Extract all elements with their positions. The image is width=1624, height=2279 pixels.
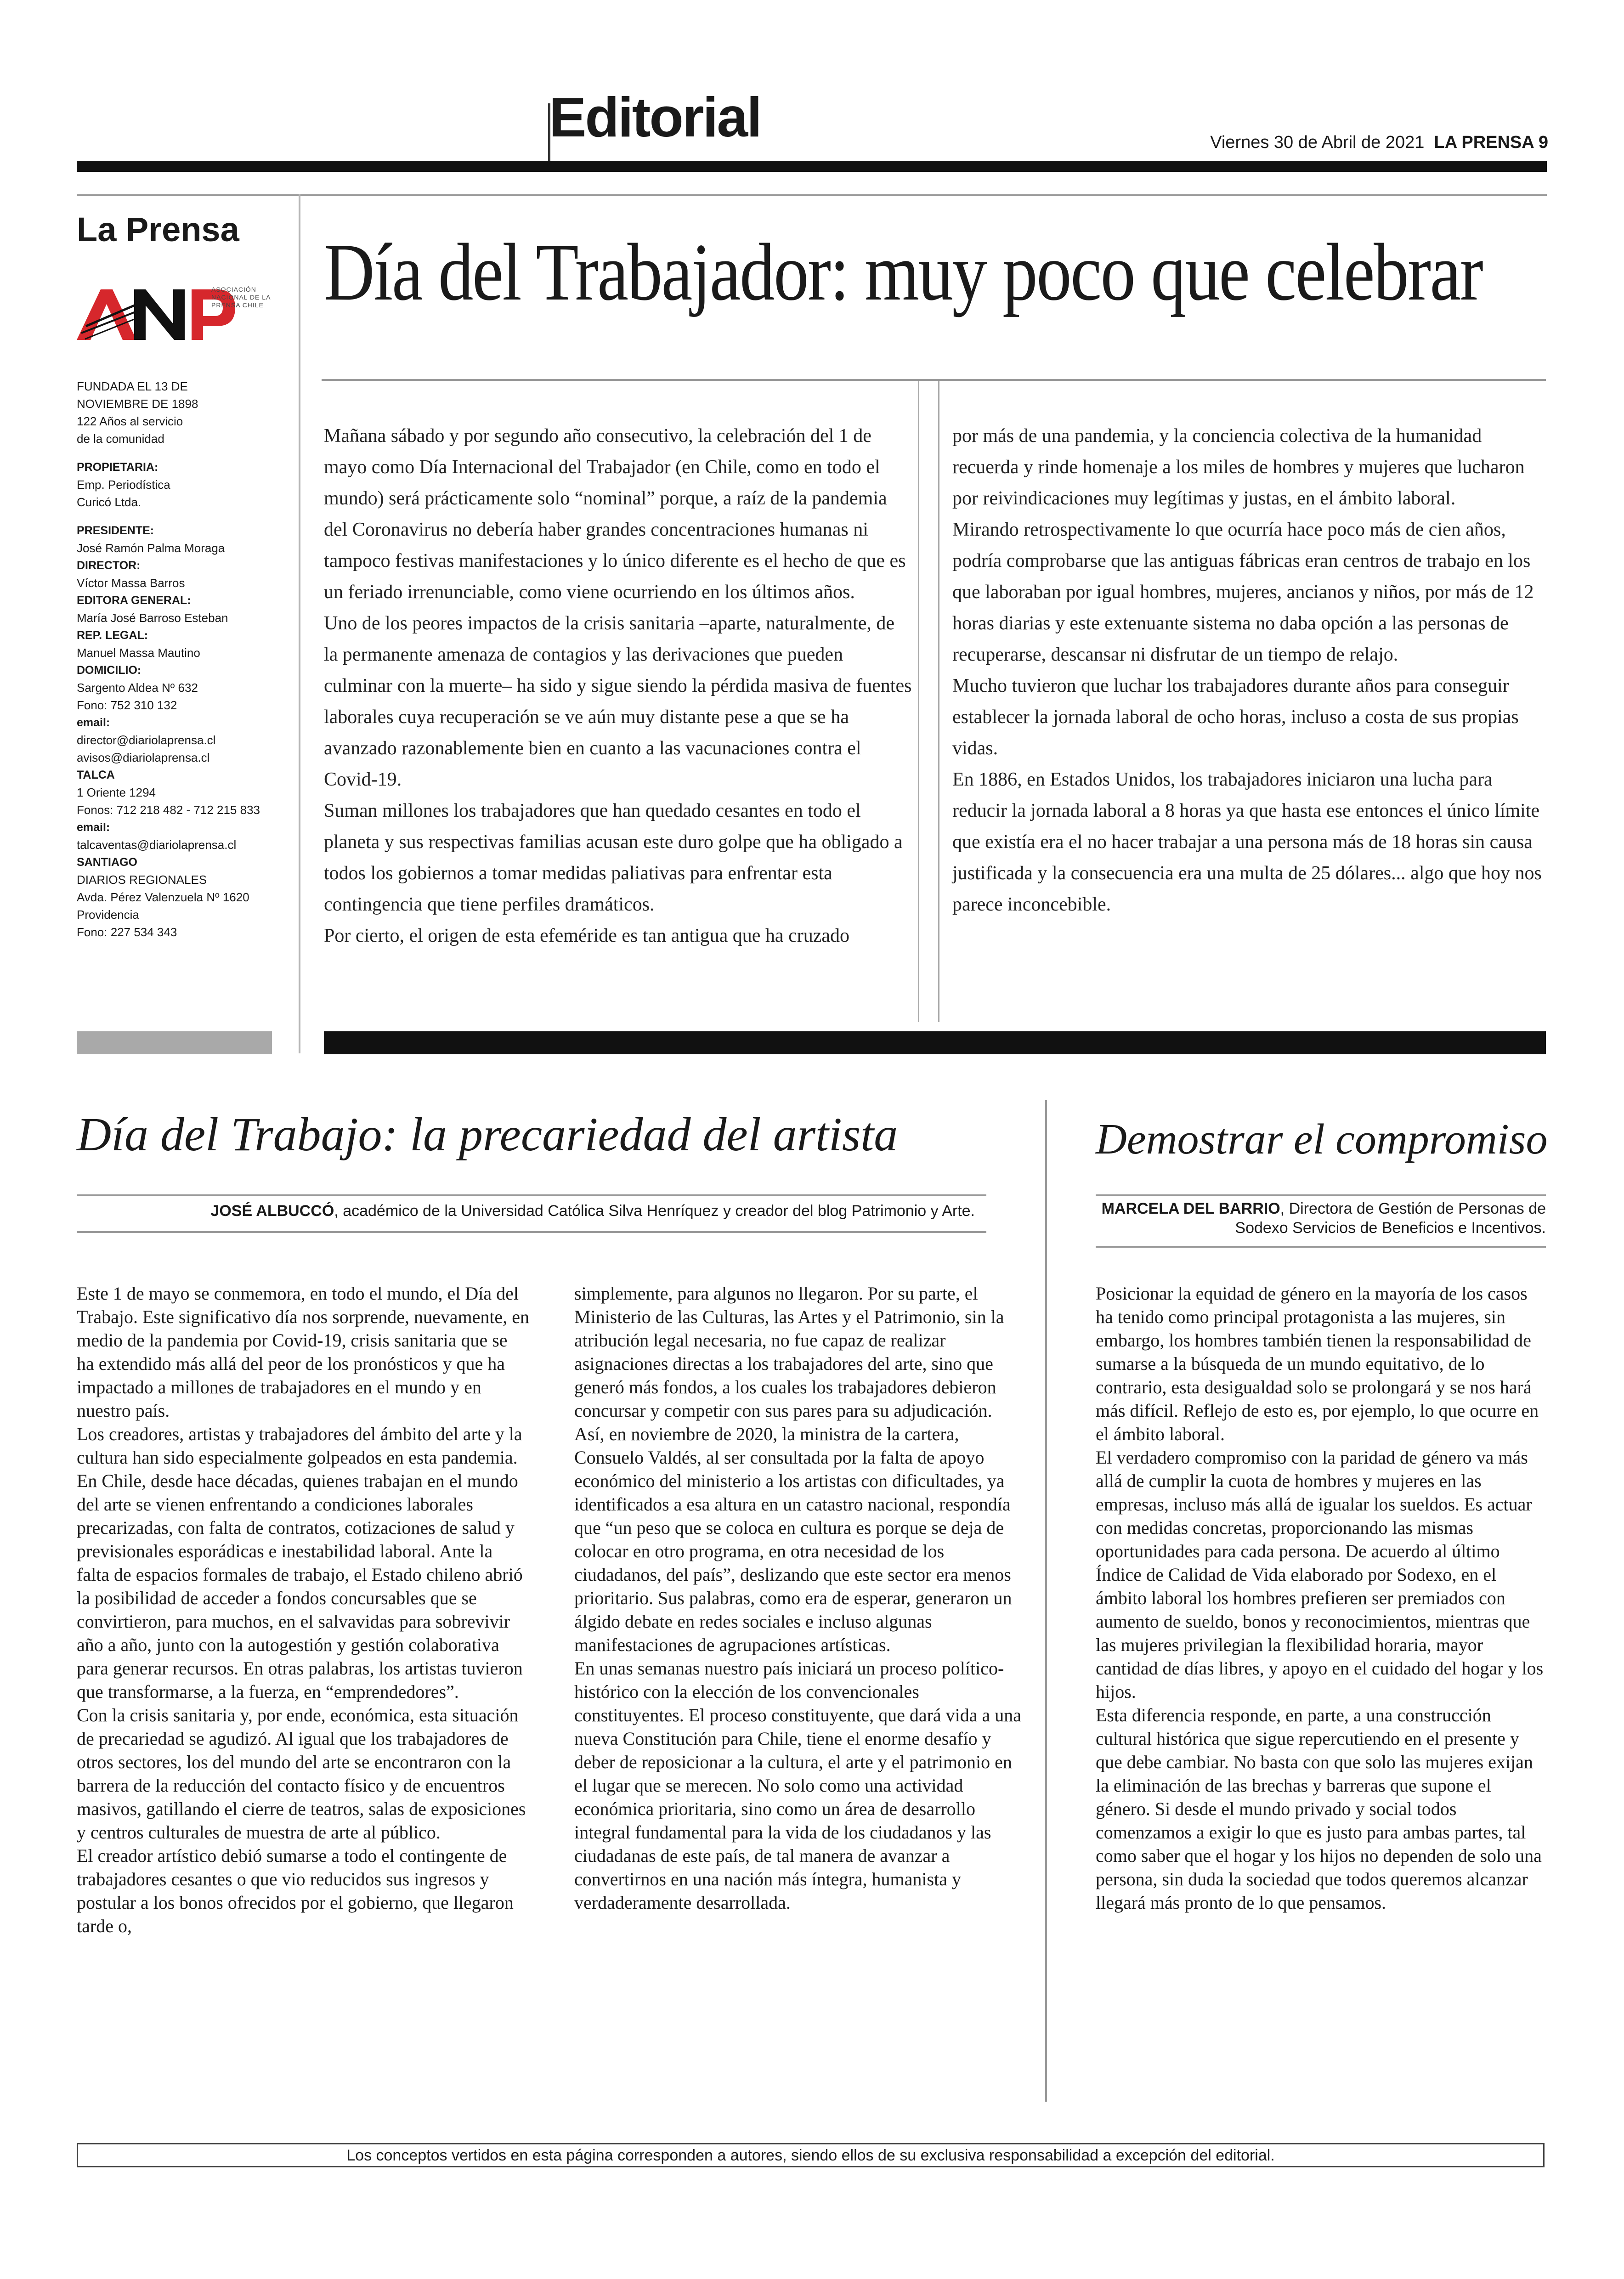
article-paragraph: En unas semanas nuestro país iniciará un proceso político-histórico con la elección de los convencionales constituyentes. El proceso constituyente, que dará vida a una nueva Constitución para Chile, tiene el enorme desafío y deber de reposicionar a la cultura, el arte y el patrimonio en el lugar que se merecen. No solo como una actividad económica prioritaria, sino como un área de desarrollo integral fundamental para la vida de los ciudadanos y las ciudadanas de este país, de tal manera de avanzar a convertirnos en una nación más íntegra, humanista y verdaderamente desarrollada. (574, 1658, 1022, 1913)
talca-line: 1 Oriente 1294 (77, 786, 156, 799)
author-description: , Directora de Gestión de Personas de Sodexo Servicios de Beneficios e Incentivos. (1235, 1200, 1546, 1237)
masthead: La Prensa (77, 210, 239, 249)
editorial-paragraph: Mañana sábado y por segundo año consecutivo, la celebración del 1 de mayo como Día Internacional del Trabajador (en Chile, como en todo el mundo) será prácticamente solo “nominal” porque, a raíz de la pandemia del Coronavirus no debería haber grandes concentraciones humanas ni tampoco festivas manifestaciones y lo único diferente es el hecho de que es un feriado irrenunciable, como viene ocurriendo en los últimos años. (324, 425, 906, 603)
editorial-paragraph: por más de una pandemia, y la conciencia colectiva de la humanidad recuerda y rinde homenaje a los miles de hombres y mujeres que lucharon por reivindicaciones muy legítimas y justas, en el ámbito laboral. (952, 425, 1525, 509)
header-bar (77, 161, 1547, 172)
domicilio-line: Sargento Aldea Nº 632 (77, 681, 198, 695)
domicilio-label: DOMICILIO: (77, 664, 141, 677)
email-link[interactable]: talcaventas@diariolaprensa.cl (77, 838, 237, 852)
byline-rule (1096, 1246, 1546, 1248)
rep-legal-name: Manuel Massa Mautino (77, 646, 200, 660)
editorial-column-2 (952, 420, 1547, 920)
rep-legal-label: REP. LEGAL: (77, 629, 148, 642)
article-paragraph: Con la crisis sanitaria y, por ende, económica, esta situación de precariedad se agudizó. Al igual que los trabajadores de otros sectores, los del mundo del arte se encontraron con la barrera de la reducción del contacto físico y de encuentros masivos, gatillando el cierre de teatros, salas de exposiciones y centros culturales de muestra de arte al público. (77, 1705, 526, 1843)
talca-line: Fonos: 712 218 482 - 712 215 833 (77, 803, 260, 817)
article-2-byline (1096, 1199, 1546, 1238)
editorial-rule (322, 379, 1546, 381)
editora-label: EDITORA GENERAL: (77, 594, 191, 607)
author-name: MARCELA DEL BARRIO (1101, 1200, 1280, 1217)
presidente-label: PRESIDENTE: (77, 524, 154, 537)
anp-logo-text: ASOCIACIÓN NACIONAL DE LA PRENSA CHILE (211, 286, 271, 309)
propietaria-line: Curicó Ltda. (77, 495, 141, 509)
byline-rule (1096, 1194, 1546, 1196)
article-1-column-1 (77, 1282, 529, 1938)
founded-line: de la comunidad (77, 432, 164, 446)
header-rule (77, 194, 1547, 196)
article-paragraph: El verdadero compromiso con la paridad de género va más allá de cumplir la cuota de hombres y mujeres en las empresas, incluso más allá de igualar los sueldos. Es actuar con medidas concretas, proporcionando las mismas oportunidades para cada persona. De acuerdo al último Índice de Calidad de Vida elaborado por Sodexo, en el ámbito laboral los hombres prefieren ser premiados con aumento de sueldo, bonos y reconocimientos, mientras que las mujeres privilegian la flexibilidad horaria, mayor cantidad de días libres, y apoyo en el cuidado del hogar y los hijos. (1096, 1447, 1544, 1702)
sidebar-divider (299, 194, 300, 1053)
author-name: JOSÉ ALBUCCÓ (210, 1202, 334, 1220)
article-paragraph: El creador artístico debió sumarse a todo el contingente de trabajadores cesantes o que vio reducidos sus ingresos y postular a los bonos ofrecidos por el gobierno, que llegaron tarde o, (77, 1845, 514, 1936)
editorial-paragraph: Mucho tuvieron que luchar los trabajadores durante años para conseguir establecer la jornada laboral de ocho horas, incluso a costa de sus propias vidas. (952, 675, 1519, 759)
presidente-name: José Ramón Palma Moraga (77, 541, 225, 555)
email-label: email: (77, 821, 110, 834)
anp-logo-n-shape (134, 289, 185, 340)
editorial-title: Día del Trabajador: muy poco que celebrar (324, 226, 1483, 317)
editorial-paragraph: Mirando retrospectivamente lo que ocurría hace poco más de cien años, podría comprobarse que las antiguas fábricas eran centros de trabajo en los que laboraban por igual hombres, mujeres, ancianos y niños, por más de 12 horas diarias y este extenuante sistema no daba opción a las personas de recuperarse, descansar ni disfrutar de un tiempo de relajo. (952, 519, 1534, 665)
section-bar (324, 1031, 1546, 1054)
column-divider (918, 381, 919, 1022)
propietaria-line: Emp. Periodística (77, 478, 170, 492)
article-2-column (1096, 1282, 1546, 1914)
issue-date: Viernes 30 de Abril de 2021 (1210, 133, 1425, 152)
santiago-label: SANTIAGO (77, 856, 137, 869)
santiago-line: Fono: 227 534 343 (77, 925, 177, 939)
page-number: LA PRENSA 9 (1434, 133, 1548, 152)
santiago-line: Providencia (77, 908, 139, 922)
email-link[interactable]: avisos@diariolaprensa.cl (77, 751, 210, 764)
director-name: Víctor Massa Barros (77, 576, 185, 590)
article-1-byline (77, 1201, 975, 1221)
email-link[interactable]: director@diariolaprensa.cl (77, 733, 216, 747)
article-paragraph: Así, en noviembre de 2020, la ministra de la cartera, Consuelo Valdés, al ser consultada por la falta de apoyo económico del ministerio a los artistas con dificultades, ya identificados a esa altura en un catastro nacional, respondía que “un peso que se coloca en cultura es porque se deja de colocar en otro programa, en otra necesidad de los ciudadanos, del país”, deslizando que este sector era menos prioritario. Sus palabras, como era de esperar, generaron un álgido debate en redes sociales e incluso algunas manifestaciones de agrupaciones artísticas. (574, 1424, 1012, 1655)
header-date (1194, 132, 1548, 153)
santiago-line: Avda. Pérez Valenzuela Nº 1620 (77, 890, 249, 904)
email-label: email: (77, 716, 110, 729)
staff-box (77, 378, 283, 941)
article-1-title: Día del Trabajo: la precariedad del artista (77, 1108, 898, 1161)
editora-name: María José Barroso Esteban (77, 611, 228, 625)
editorial-paragraph: En 1886, en Estados Unidos, los trabajadores iniciaron una lucha para reducir la jornada laboral a 8 horas ya que hasta ese entonces el único límite que existía era el no hacer trabajar a una persona más de 18 horas sin causa justificada y la consecuencia era una multa de 25 dólares... algo que hoy nos parece inconcebible. (952, 769, 1542, 915)
founded-line: 122 Años al servicio (77, 414, 183, 428)
talca-label: TALCA (77, 769, 115, 781)
author-description: , académico de la Universidad Católica Silva Henríquez y creador del blog Patrimonio y Arte. (334, 1202, 975, 1220)
disclaimer-text: Los conceptos vertidos en esta página corresponden a autores, siendo ellos de su exclusiva responsabilidad a excepción del editorial. (346, 2147, 1275, 2164)
section-title: Editorial (549, 86, 761, 148)
founded-line: FUNDADA EL 13 DE (77, 379, 188, 393)
article-paragraph: Esta diferencia responde, en parte, a una construcción cultural histórica que sigue repercutiendo en el presente y que debe cambiar. No basta con que solo las mujeres exijan la eliminación de las brechas y barreras que supone el género. Si desde el mundo privado y social todos comenzamos a exigir lo que es justo para ambas partes, tal como saber que el hogar y los hijos no dependen de solo una persona, sin duda la sociedad que todos queremos alcanzar llegará más pronto de lo que pensamos. (1096, 1705, 1542, 1913)
article-divider (1045, 1100, 1047, 2102)
article-paragraph: simplemente, para algunos no llegaron. Por su parte, el Ministerio de las Culturas, las Artes y el Patrimonio, sin la atribución legal necesaria, no fue capaz de realizar asignaciones directas a los trabajadores del arte, sino que generó más fondos, a los cuales los trabajadores debieron concursar y competir con sus pares para su adjudicación. (574, 1283, 1004, 1421)
editorial-paragraph: Por cierto, el origen de esta efeméride es tan antigua que ha cruzado (324, 925, 849, 946)
article-paragraph: Este 1 de mayo se conmemora, en todo el mundo, el Día del Trabajo. Este significativo día nos sorprende, nuevamente, en medio de la pandemia por Covid-19, crisis sanitaria que se ha extendido más allá del peor de los pronósticos y que ha impactado a millones de trabajadores en el mundo y en nuestro país. (77, 1283, 529, 1421)
byline-rule (77, 1194, 986, 1196)
propietaria-label: PROPIETARIA: (77, 461, 158, 474)
article-2-title: Demostrar el compromiso (1096, 1115, 1548, 1163)
column-divider (938, 381, 939, 1022)
article-paragraph: Los creadores, artistas y trabajadores del ámbito del arte y la cultura han sido especialmente golpeados en esta pandemia. En Chile, desde hace décadas, quienes trabajan en el mundo del arte se vienen enfrentando a condiciones laborales precarizadas, con falta de contratos, cotizaciones de salud y previsionales esporádicas e inestabilidad laboral. Ante la falta de espacios formales de trabajo, el Estado chileno abrió la posibilidad de acceder a fondos concursables que se convirtieron, para muchos, en el salvavidas para sobrevivir año a año, junto con la autogestión y gestión colaborativa para generar recursos. En otras palabras, los artistas tuvieron que transformarse, a la fuerza, en “emprendedores”. (77, 1424, 523, 1702)
editorial-column-1 (324, 420, 912, 951)
director-label: DIRECTOR: (77, 559, 141, 572)
founded-line: NOVIEMBRE DE 1898 (77, 397, 198, 411)
article-1-column-2 (574, 1282, 1024, 1914)
byline-rule (77, 1231, 986, 1233)
santiago-line: DIARIOS REGIONALES (77, 873, 207, 887)
domicilio-line: Fono: 752 310 132 (77, 698, 177, 712)
editorial-paragraph: Uno de los peores impactos de la crisis sanitaria –aparte, naturalmente, de la permanente amenaza de contagios y las derivaciones que pueden culminar con la muerte– ha sido y sigue siendo la pérdida masiva de fuentes laborales cuya recuperación se ve aún muy distante pese a que se ha avanzado razonablemente bien en cuanto a las vacunaciones contra el Covid-19. (324, 613, 912, 790)
sidebar-footer-block (77, 1031, 272, 1054)
editorial-paragraph: Suman millones los trabajadores que han quedado cesantes en todo el planeta y sus respectivas familias acusan este duro golpe que ha obligado a todos los gobiernos a tomar medidas paliativas para enfrentar esta contingencia que tiene perfiles dramáticos. (324, 800, 903, 915)
article-paragraph: Posicionar la equidad de género en la mayoría de los casos ha tenido como principal protagonista a las mujeres, sin embargo, los hombres también tienen la responsabilidad de sumarse a la búsqueda de un mundo equitativo, de lo contrario, esta desigualdad solo se prolongará y se nos hará más difícil. Reflejo de esto es, por ejemplo, lo que ocurre en el ámbito laboral. (1096, 1283, 1539, 1444)
